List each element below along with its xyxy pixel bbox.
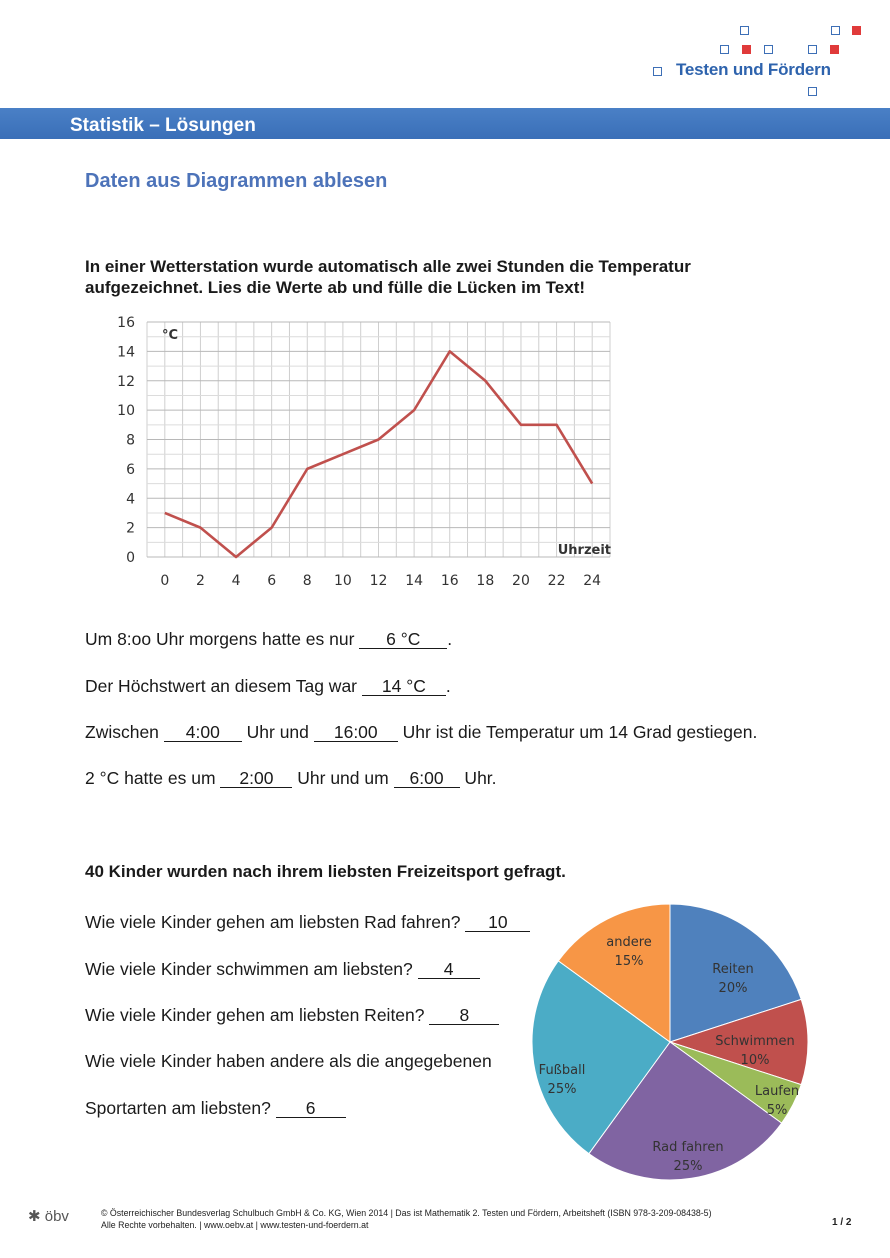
- x-tick-label: 10: [333, 573, 352, 589]
- sentence-text: 2 °C hatte es um: [85, 768, 221, 788]
- y-tick-label: 8: [126, 432, 135, 449]
- y-tick-label: 16: [117, 315, 135, 331]
- sports-pie-chart: [525, 898, 815, 1190]
- logo-square: [830, 45, 839, 54]
- sentence-text: Uhr ist die Temperatur um 14 Grad gestiegen.: [397, 722, 758, 742]
- publisher-logo-mark: ✱: [28, 1208, 41, 1225]
- sentence-text: .: [445, 676, 451, 696]
- y-tick-label: 12: [117, 373, 135, 390]
- question-text: Wie viele Kinder schwimmen am liebsten?: [85, 959, 418, 979]
- answer-blank: 14 °C: [362, 677, 446, 696]
- pie-slice-percent: 10%: [740, 1053, 770, 1068]
- x-axis-label: Uhrzeit: [557, 543, 611, 558]
- footer-line: © Österreichischer Bundesverlag Schulbuch GmbH & Co. KG, Wien 2014 | Das ist Mathematik 2. Testen und Fördern, Arbeitsheft (ISBN 978-3-209-08438-5): [101, 1208, 712, 1218]
- sentence-text: Uhr und: [241, 722, 314, 742]
- answer-blank: 8: [429, 1006, 499, 1025]
- sentence-text: Um 8:oo Uhr morgens hatte es nur: [85, 629, 360, 649]
- sentence-2: [85, 676, 451, 697]
- section-heading: Daten aus Diagrammen ablesen: [85, 170, 388, 192]
- sentence-1: [85, 629, 452, 650]
- sentence-text: Uhr.: [459, 768, 497, 788]
- task-2-heading: 40 Kinder wurden nach ihrem liebsten Freizeitsport gefragt.: [85, 862, 566, 881]
- pie-slice-label: Laufen: [754, 1084, 800, 1099]
- logo-square: [852, 26, 861, 35]
- pie-slice-label: andere: [606, 935, 652, 950]
- sentence-text: Zwischen: [85, 722, 164, 742]
- answer-blank: 2:00: [220, 769, 292, 788]
- logo-square: [653, 67, 662, 76]
- pie-slice-percent: 25%: [547, 1082, 577, 1097]
- question-3: [85, 1005, 499, 1026]
- logo-square: [808, 87, 817, 96]
- page-title: Statistik – Lösungen: [70, 115, 256, 136]
- y-tick-label: 6: [126, 461, 135, 478]
- footer-copyright: [101, 1207, 712, 1231]
- logo-square: [720, 45, 729, 54]
- question-1: [85, 912, 530, 933]
- logo-square: [764, 45, 773, 54]
- task-instruction-line: aufgezeichnet. Lies die Werte ab und fülle die Lücken im Text!: [85, 278, 586, 297]
- x-tick-label: 2: [195, 573, 205, 589]
- answer-blank: 10: [465, 913, 530, 932]
- pie-slice-percent: 25%: [673, 1159, 703, 1174]
- y-tick-label: 2: [126, 520, 135, 537]
- pie-slice-percent: 5%: [766, 1103, 788, 1118]
- brand-name: Testen und Fördern: [676, 60, 831, 79]
- x-tick-label: 0: [160, 573, 170, 589]
- x-tick-label: 16: [440, 573, 459, 589]
- pie-slice-label: Fußball: [538, 1063, 586, 1078]
- question-text: Wie viele Kinder gehen am liebsten Rad fahren?: [85, 912, 466, 932]
- x-tick-label: 4: [231, 573, 241, 589]
- logo-square: [808, 45, 817, 54]
- y-tick-label: 4: [126, 491, 135, 508]
- y-tick-label: 14: [117, 344, 135, 361]
- y-axis-ticks: [117, 315, 135, 566]
- sentence-3: [85, 722, 757, 743]
- answer-blank: 4:00: [164, 723, 242, 742]
- pie-slice-percent: 15%: [614, 954, 644, 969]
- y-tick-label: 0: [126, 550, 135, 566]
- question-text: Sportarten am liebsten?: [85, 1098, 276, 1118]
- pie-slice-label: Reiten: [712, 962, 754, 977]
- answer-blank: 4: [418, 960, 480, 979]
- x-axis-ticks: [160, 573, 601, 589]
- x-tick-label: 14: [405, 573, 424, 589]
- publisher-logo-text: öbv: [44, 1208, 69, 1225]
- sentence-text: Uhr und um: [292, 768, 394, 788]
- sentence-text: Der Höchstwert an diesem Tag war: [85, 676, 362, 696]
- x-tick-label: 22: [547, 573, 566, 589]
- x-tick-label: 6: [267, 573, 277, 589]
- answer-blank: 16:00: [314, 723, 398, 742]
- pie-slice-percent: 20%: [718, 981, 748, 996]
- question-4-line-2: [85, 1098, 346, 1119]
- y-axis-label: °C: [162, 328, 179, 343]
- page-number: 1 / 2: [832, 1217, 852, 1228]
- temperature-line-chart: [100, 305, 630, 600]
- pie-slice-label: Rad fahren: [652, 1140, 724, 1155]
- footer-line: Alle Rechte vorbehalten. | www.oebv.at | www.testen-und-foerdern.at: [101, 1220, 369, 1230]
- question-2: [85, 959, 480, 980]
- logo-square: [831, 26, 840, 35]
- task-instruction-line: In einer Wetterstation wurde automatisch alle zwei Stunden die Temperatur: [85, 257, 691, 276]
- task-instruction: [85, 256, 691, 298]
- x-tick-label: 12: [369, 573, 388, 589]
- x-tick-label: 8: [302, 573, 312, 589]
- publisher-logo: [28, 1207, 69, 1225]
- x-tick-label: 20: [512, 573, 530, 589]
- x-tick-label: 18: [476, 573, 495, 589]
- answer-blank: 6 °C: [359, 630, 447, 649]
- answer-blank: 6: [276, 1099, 346, 1118]
- pie-slice-label: Schwimmen: [715, 1034, 795, 1049]
- sentence-text: .: [447, 629, 453, 649]
- logo-square: [740, 26, 749, 35]
- answer-blank: 6:00: [394, 769, 460, 788]
- question-4-line-1: Wie viele Kinder haben andere als die angegebenen: [85, 1051, 492, 1071]
- question-text: Wie viele Kinder gehen am liebsten Reiten?: [85, 1005, 430, 1025]
- sentence-4: [85, 768, 497, 789]
- y-tick-label: 10: [117, 403, 135, 420]
- x-tick-label: 24: [583, 573, 602, 589]
- logo-square: [742, 45, 751, 54]
